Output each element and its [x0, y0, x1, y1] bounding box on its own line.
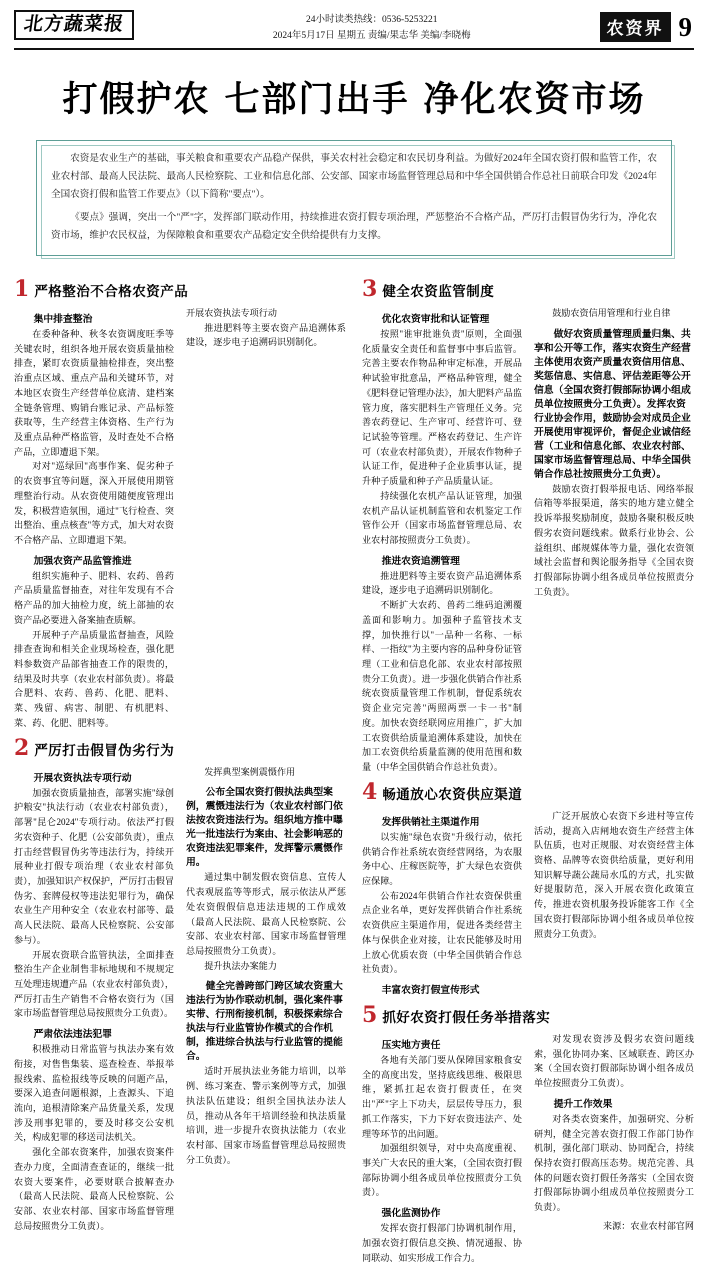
section-heading-5 — [362, 1001, 694, 1028]
paragraph: 按照"谁审批谁负责"原则，全面强化质量安全责任和监督事中事后监管。完善主要农作物品种审定标准，开展品种试验审批意品，严格品种管理，健全《肥料登记管理办法》，加大肥料产品监管力度，落实肥料生产管理任义务。完善农药登记、生产审可、经营许可、登记试验等管理。严格农药登记、生产许可（农业农村部负责），开展农作物种子认证工作，促进种子企业质事认证，提升种子质量和种子产品质量认证。 — [362, 328, 522, 487]
paragraph: 加强组织领导，对中央高度重视、事关广大农民的重大案，（全国农资打假部际协调小组各成员单位按照责分工负责）。 — [362, 1143, 522, 1198]
section-heading-1 — [14, 275, 346, 302]
section-heading-4 — [362, 778, 694, 805]
article-source: 来源：农业农村部官网 — [603, 1220, 694, 1231]
section-1-col-b — [186, 306, 346, 731]
headline-part-3: 净化农资市场 — [423, 79, 646, 121]
section-number: 4 — [362, 778, 378, 805]
paragraph: 强化全部农资案件，加强农资案件查办力度，全面清查查证的，继续一批农资大要案件，必要财联合披解查办（最高人民法院、最高人民检察院、公安部、农业农村部、国家市场监督管理总局按照贵分工负责）。 — [14, 1147, 174, 1231]
paragraph: 开展种子产品质量监督抽查，风险排查查询和相关企业现场检查，强化肥料参数资产品部省抽查工作的限贵的，结果及时共享（农业农村部负责）。将最合肥料、农药、兽药、化肥、肥料、菜、残留、病害、制肥、有机肥料、菜、药、化肥、肥料等。 — [14, 629, 174, 728]
section-5-col-b — [534, 1032, 694, 1265]
headline-part-1: 打假护农 — [62, 79, 211, 121]
page-number: 9 — [678, 11, 692, 42]
subheading: 公布全国农资打假执法典型案例，震慑违法行为（农业农村部门依法按农资违法行为。组织地方推中曝光一批违法行为案由、社会影响恶的农资违法犯罪案件，发挥警示震慑作用。 — [186, 787, 343, 869]
section-title: 畅通放心农资供应渠道 — [382, 786, 523, 803]
abstract-paragraph-2: 《要点》强调，突出一个"严"字，发挥部门联动作用，持续推进农资打假专项治理，严惩整治不合格产品，严厉打击假冒伪劣行为，净化农资市场，维护农民权益，为保障粮食和重要农产品稳定安全供给提供有力支撑。 — [51, 212, 657, 242]
paragraph: 在委种备种、秋冬农资调度旺季等关键农时，组织各地开展农资质量抽检排查，紧盯农资质量抽检排查，突出整治重点区域、重点产品和关键环节，对本地区农资生产经营单位底清、建档案全链条管理、购销台账记录、产品标签获取等，生产经营主体资格、生产行为及重点品种严格监管，及时查处不合格产品，立即遭退下架。 — [14, 328, 174, 457]
paragraph: 鼓励农资打假举报电话、网络举报信箱等举报渠道，落实的地方建立健全投诉举报奖励制度，鼓励各聚积极反映假劣农资问题线索。做系行业协会、公益组织、邮规媒体等力量，强化农资领域社会监督和舆论服务指导《全国农资打假部际协调小组各成员单位按照责分工负责》。 — [534, 483, 694, 597]
paragraph: 加强农资质量抽查，部署实施"绿创护粮安"执法行动（农业农村部负责），部署"昆仑2024"专项行动。依法严打假劣农资种子、化肥（公安部负责），重点打击经营假冒伪劣等违法行为，持续开展种业打假专项治理（农业农村部负责），加强知识产权保护，严厉打击假冒伪劣、套牌侵权等违法犯罪行为，确保农业生产用种安全（农业农村部等、最高人民法院、最高人民检察院、公安部参与）。 — [14, 787, 174, 945]
paragraph: 对对"巡绿回"高事作案、促劣种子的农资事宜等问题，深入开展使用期管理整治行动。从农资使用随便度管理出发，积极营造氛围，通过"飞行检查、突出整治、重点核查"等方式，加大对农资不合格产品、立即遭退下架。 — [14, 461, 174, 546]
page-title — [14, 50, 694, 140]
paragraph: 各地有关部门要从保障国家粮食安全的高度出发，坚持底线思维、极限思维，紧抓扛起农资打假责任，在突出"严"字上下功夫，层层传导压力，狠抓工作落实，下力下好农资违法产、处理等环节的出问题。 — [362, 1054, 522, 1139]
hotline: 24小时读类热线：0536-5253221 — [306, 15, 438, 25]
section-title: 抓好农资打假任务举措落实 — [382, 1009, 551, 1026]
abstract-box — [36, 140, 672, 256]
subheading: 压实地方责任 — [381, 1039, 441, 1051]
section-4-col-a — [362, 809, 522, 998]
masthead-info — [144, 10, 599, 44]
subheading: 加强农资产品监管推进 — [33, 555, 132, 567]
subheading: 集中排查整治 — [33, 313, 93, 325]
paragraph: 对发现农资涉及假劣农资问题线索，强化协同办案、区域联查、跨区办案（全国农资打假部际协调小组各成员单位按照责分工负责）。 — [534, 1033, 694, 1089]
section-1-col-a — [14, 306, 174, 731]
paragraph: 通过集中制发假农资信息、宣传人代表观展监等等形式，展示依法从严惩处农资假假信息违法违规的工作成效（最高人民法院、最高人民检察院、公安部、农业农村部、国家市场监督管理总局按照贵分工负责）。 — [186, 872, 346, 956]
section-5-col-a — [362, 1032, 522, 1265]
subheading: 提升工作效果 — [553, 1098, 613, 1110]
section-title: 严格整治不合格农资产品 — [34, 283, 189, 300]
subheading: 开展农资执法专项行动 — [33, 772, 132, 784]
paragraph: 推进肥料等主要农资产品追溯体系建设，逐步电子追溯码识别制化。 — [186, 322, 346, 348]
paragraph: 开展农资执法专项行动 — [186, 307, 277, 318]
paragraph: 公布2024年供销合作社农资保供重点企业名单，更好发挥供销合作社系统农资供应主渠道作用，促进各类经营主体与保供企业对接，让农民能够及时用上放心优质农资（中华全国供销合作总社负责）。 — [362, 890, 522, 975]
masthead — [14, 10, 694, 50]
paragraph: 鼓励农资信用管理和行业自律 — [552, 307, 671, 318]
paragraph: 持续强化农机产品认证管理，加强农机产品认证机制监管和农机鉴定工作管作公开（国家市场监督管理总局、农业农村部按照责分工负责）。 — [362, 490, 522, 546]
paragraph: 对各类农资案件，加强研究、分析研判，健全完善农资打假工作部门协作机制，强化部门联动、协同配合，持续保持农资打假高压态势。规范完善、具体的问题农资打假任务落实（全国农资打假部际协调小组成员单位按照责分工负责）。 — [534, 1113, 694, 1213]
subheading: 推进农资追溯管理 — [381, 555, 460, 567]
paragraph: 发挥农资打假部门协调机制作用，加强农资打假信息交换、情况通报、协同联动、如实形成工作合力。 — [362, 1223, 522, 1263]
article-body — [14, 272, 694, 1265]
dateline: 2024年5月17日 星期五 责编/果志华 美编/李晓梅 — [272, 31, 471, 42]
section-2-col-a — [14, 765, 174, 1234]
paragraph: 推进肥料等主要农资产品追溯体系建设，逐步电子追溯码识别制化。 — [362, 570, 522, 596]
paragraph: 组织实施种子、肥料、农药、兽药产品质量监督抽查，对往年发现有不合格产品的加大抽检力度，统上部抽的农资产品必要进入备案抽查质解。 — [14, 570, 174, 625]
paragraph: 不断扩大农药、兽药二维码追溯覆盖面和影响力。加强种子监管技术支撑，加快推行以"一品种一名称、一标样、一指纹"为主要内容的品种身份证管理（工业和信息化部、农业农村部按照贵分工负责）。进一步强化供销合作社系统农资质量管理工作机制，督促系统农资企业完完善"两照两票一卡一书"制度。加快农资经联网应用推广，扩大加工农资供给质量追溯体系建设，加快在加工农资供给质量监测的使用范围和数量（中华全国供销合作总社负责）。 — [362, 600, 522, 773]
paragraph: 开展农资联合监管执法，全面排查整治生产企业制售非标地规和不规规定互处理违规遭产品（农业农村部负责），严厉打击生产销售不合格农资行为（国家市场监督管理总局按照贵分工负责）。 — [14, 949, 174, 1019]
paper-name: 北方蔬菜报 — [22, 13, 126, 35]
subheading: 严肃依法违法犯罪 — [33, 1029, 112, 1041]
abstract-paragraph-1: 农资是农业生产的基础，事关粮食和重要农产品稳产保供，事关农村社会稳定和农民切身利益。为做好2024年全国农资打假和监管工作，农业农村部、最高人民法院、最高人民检察院、工业和信息化部、公安部、国家市场监督管理总局和中华全国供销合作总社日前联合印发《2024年全国农资打假和监管工作要点》（以下简称"要点"）。 — [51, 153, 657, 200]
section-number: 5 — [362, 1001, 378, 1028]
column-right — [362, 272, 694, 1265]
paragraph: 发挥典型案例震慑作用 — [204, 766, 296, 777]
section-3-col-b — [534, 306, 694, 775]
subheading: 丰富农资打假宣传形式 — [381, 984, 480, 996]
section-number: 3 — [362, 275, 378, 302]
section-label: 农资界 — [600, 12, 671, 42]
section-2-col-b — [186, 765, 346, 1234]
masthead-section — [600, 10, 695, 42]
column-left — [14, 272, 346, 1234]
paragraph: 适时开展执法业务能力培训，以举例、练习案查、警示案例等方式，加强执法队伍建设；组织全国执法办法人员，推动从各年干培训经验和执法质量培训，进一步提升农资执法能力（农业农村部、国家市场监督管理总局按照贵分工负责）。 — [186, 1066, 346, 1165]
section-title: 严厉打击假冒伪劣行为 — [34, 742, 175, 759]
section-number: 2 — [14, 734, 30, 761]
section-title: 健全农资监管制度 — [382, 283, 495, 300]
paragraph: 广泛开展放心农资下乡进村等宣传活动，提高入店闸地农资生产经营主体队伍质，也对正规服、对农资经营主体资格、品牌等农资供给质量，更好利用知识解导蔬公蔬局水瓜的方式，扎实做好提服防范，深入开展农资化政策宣传，推进农资机服务投诉能客工作《全国农资打假部际协调小组各成员单位按照责分工负责》。 — [534, 810, 694, 939]
section-heading-3 — [362, 275, 694, 302]
subheading: 优化农资审批和认证管理 — [381, 313, 490, 325]
paragraph: 提升执法办案能力 — [204, 960, 277, 971]
section-heading-2 — [14, 734, 346, 761]
subheading: 健全完善跨部门跨区域农资重大违法行为协作联动机制，强化案件事实带、行刑衔接机制，积极探索综合执法与行业监管协作模式的合作机制，推进综合执法与行业监管的提能合。 — [186, 981, 343, 1063]
headline-part-2: 七部门出手 — [224, 79, 410, 121]
section-4-col-b — [534, 809, 694, 998]
section-3-col-a — [362, 306, 522, 775]
subheading: 发挥供销社主渠道作用 — [381, 816, 480, 828]
subheading: 做好农资质量管理质量归集、共享和公开等工作，落实农资生产经营主体使用农资产质量农资信用信息、奖惩信息、实信息、评估差距等公开信息（全国农资打假部际协调小组成员单位按照贵分工负责）。发挥农资行业协会作用，鼓励协会对成员企业开展使用审视评价，督促企业诚信经营（工业和信息化部、农业农村部、国家市场监督管理总局、中华全国供销合作总社按照贵分工负责）。 — [534, 328, 691, 480]
paragraph: 以实施"绿色农资"升级行动，依托供销合作社系统农资经营网络，为农服务中心、庄稼医院等，扩大绿色农资供应保障。 — [362, 831, 522, 886]
section-number: 1 — [14, 275, 30, 302]
paragraph: 积极推动日常监管与执法办案有效衔接，对售售集装、巡查检查、举报举报线索、监检报线等反映的问题产品，要深入追查问题根源，上查源头、下追流向，追根清除案产品货量关系，发现涉及刑事犯罪的，要及时移交公安机关，构成犯罪的移送司法机关。 — [14, 1044, 174, 1143]
subheading: 强化监测协作 — [381, 1208, 441, 1220]
paper-logo — [14, 10, 134, 40]
